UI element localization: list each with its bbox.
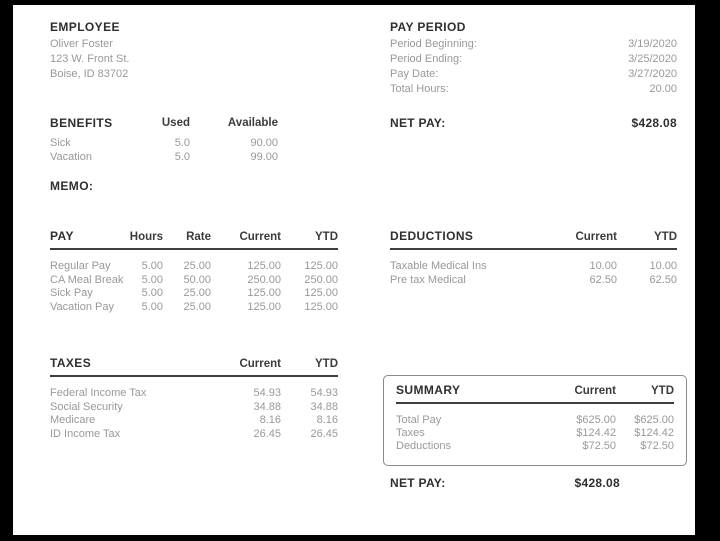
pay-heading: PAY [50, 229, 74, 243]
pay-period-row [390, 82, 677, 97]
pay-col-hours: Hours [129, 231, 163, 243]
summary-item-ytd: $72.50 [640, 440, 674, 452]
deductions-table-body [390, 260, 677, 287]
pay-period-heading: PAY PERIOD [390, 20, 466, 34]
tax-current: 34.88 [253, 400, 281, 413]
deduction-ytd: 10.00 [649, 260, 677, 272]
pay-item-ytd: 125.00 [304, 287, 338, 299]
employee-address-line1: 123 W. Front St. [50, 53, 130, 65]
summary-item-name: Deductions [396, 440, 452, 452]
tax-ytd: 26.45 [310, 427, 338, 440]
pay-col-rate: Rate [186, 231, 211, 243]
benefit-used: 5.0 [174, 151, 190, 163]
tax-current: 8.16 [259, 414, 281, 426]
benefits-col-available: Available [227, 117, 278, 129]
summary-row [396, 440, 674, 453]
tax-ytd: 54.93 [310, 387, 338, 399]
pay-item-current: 250.00 [247, 273, 281, 286]
taxes-table-body [50, 387, 338, 441]
employee-section [50, 20, 280, 82]
benefits-row [50, 150, 278, 164]
benefits-section [50, 116, 278, 164]
pay-col-current: Current [239, 231, 281, 243]
pay-period-label: Period Ending: [390, 53, 463, 65]
deduction-row [390, 274, 677, 288]
net-pay-top-row [390, 116, 677, 131]
pay-row [50, 260, 338, 274]
pay-item-hours: 5.00 [141, 287, 163, 299]
tax-name: Medicare [50, 414, 96, 426]
pay-period-label: Total Hours: [390, 83, 449, 95]
deductions-table-header [390, 229, 677, 250]
pay-item-name: Regular Pay [50, 260, 111, 272]
summary-col-ytd: YTD [651, 385, 674, 397]
deduction-row [390, 260, 677, 274]
taxes-table-header [50, 356, 338, 377]
tax-row [50, 387, 338, 401]
pay-period-value: 20.00 [649, 83, 677, 95]
taxes-table [50, 356, 338, 441]
deduction-current: 10.00 [589, 260, 617, 272]
pay-period-label: Period Beginning: [390, 38, 477, 50]
pay-item-hours: 5.00 [141, 273, 163, 286]
deduction-ytd: 62.50 [649, 273, 677, 286]
pay-item-name: Vacation Pay [50, 300, 115, 313]
pay-period-section [390, 20, 677, 97]
tax-row [50, 401, 338, 415]
summary-item-name: Total Pay [396, 414, 442, 426]
pay-row [50, 301, 338, 315]
pay-item-current: 125.00 [247, 260, 281, 272]
pay-item-current: 125.00 [247, 287, 281, 299]
pay-row [50, 274, 338, 288]
pay-item-rate: 25.00 [183, 260, 211, 272]
pay-table-body [50, 260, 338, 314]
summary-row [396, 427, 674, 440]
deduction-current: 62.50 [589, 273, 617, 286]
summary-row [396, 414, 674, 427]
pay-row [50, 287, 338, 301]
net-pay-bottom-value: $428.08 [574, 476, 620, 490]
taxes-col-current: Current [239, 358, 281, 370]
benefits-row [50, 136, 278, 150]
benefits-header-row [50, 116, 278, 133]
pay-table-header [50, 229, 338, 250]
benefit-name: Sick [50, 137, 71, 149]
deduction-name: Pre tax Medical [390, 273, 466, 286]
pay-item-rate: 50.00 [183, 273, 211, 286]
benefit-used: 5.0 [174, 137, 190, 149]
benefit-available: 90.00 [250, 137, 278, 149]
pay-item-ytd: 250.00 [304, 273, 338, 286]
tax-current: 54.93 [253, 387, 281, 399]
employee-heading: EMPLOYEE [50, 20, 120, 34]
tax-current: 26.45 [253, 427, 281, 440]
pay-item-hours: 5.00 [141, 260, 163, 272]
deductions-col-current: Current [575, 231, 617, 243]
pay-item-name: Sick Pay [50, 287, 93, 299]
benefit-available: 99.00 [250, 151, 278, 163]
tax-row [50, 428, 338, 442]
benefits-heading: BENEFITS [50, 116, 113, 130]
pay-col-ytd: YTD [315, 231, 338, 243]
benefits-col-used: Used [161, 117, 190, 129]
deductions-table [390, 229, 677, 287]
pay-item-rate: 25.00 [183, 300, 211, 313]
deductions-col-ytd: YTD [654, 231, 677, 243]
tax-row [50, 414, 338, 428]
pay-item-ytd: 125.00 [304, 260, 338, 272]
tax-name: ID Income Tax [50, 427, 121, 440]
taxes-heading: TAXES [50, 356, 92, 370]
pay-item-ytd: 125.00 [304, 300, 338, 313]
pay-item-current: 125.00 [247, 300, 281, 313]
pay-period-row [390, 52, 677, 67]
employee-name: Oliver Foster [50, 38, 113, 50]
summary-item-current: $124.42 [576, 427, 616, 439]
pay-table [50, 229, 338, 314]
pay-item-hours: 5.00 [141, 300, 163, 313]
pay-item-rate: 25.00 [183, 287, 211, 299]
summary-item-ytd: $625.00 [634, 414, 674, 426]
summary-col-current: Current [574, 385, 616, 397]
tax-name: Social Security [50, 400, 123, 413]
summary-item-ytd: $124.42 [634, 427, 674, 439]
net-pay-bottom-label: NET PAY: [390, 476, 446, 490]
memo-section [50, 179, 93, 196]
deductions-heading: DEDUCTIONS [390, 229, 474, 243]
pay-stub-document [13, 5, 695, 535]
pay-period-value: 3/19/2020 [628, 38, 677, 50]
benefit-name: Vacation [50, 151, 92, 163]
pay-period-value: 3/25/2020 [628, 53, 677, 65]
summary-header-row [396, 383, 674, 404]
pay-period-label: Pay Date: [390, 68, 439, 80]
tax-ytd: 8.16 [316, 414, 338, 426]
summary-item-current: $625.00 [576, 414, 616, 426]
net-pay-top-label: NET PAY: [390, 116, 446, 130]
tax-name: Federal Income Tax [50, 387, 147, 399]
tax-ytd: 34.88 [310, 400, 338, 413]
summary-item-name: Taxes [396, 427, 425, 439]
memo-heading: MEMO: [50, 179, 94, 193]
deduction-name: Taxable Medical Ins [390, 260, 487, 272]
summary-item-current: $72.50 [582, 440, 616, 452]
summary-box [383, 375, 687, 466]
pay-period-row [390, 67, 677, 82]
employee-address-line2: Boise, ID 83702 [50, 68, 129, 80]
pay-period-row [390, 37, 677, 52]
net-pay-top-value: $428.08 [631, 116, 677, 130]
taxes-col-ytd: YTD [315, 358, 338, 370]
summary-body [396, 414, 674, 453]
summary-heading: SUMMARY [396, 383, 461, 397]
pay-item-name: CA Meal Break [50, 273, 124, 286]
pay-period-value: 3/27/2020 [628, 68, 677, 80]
